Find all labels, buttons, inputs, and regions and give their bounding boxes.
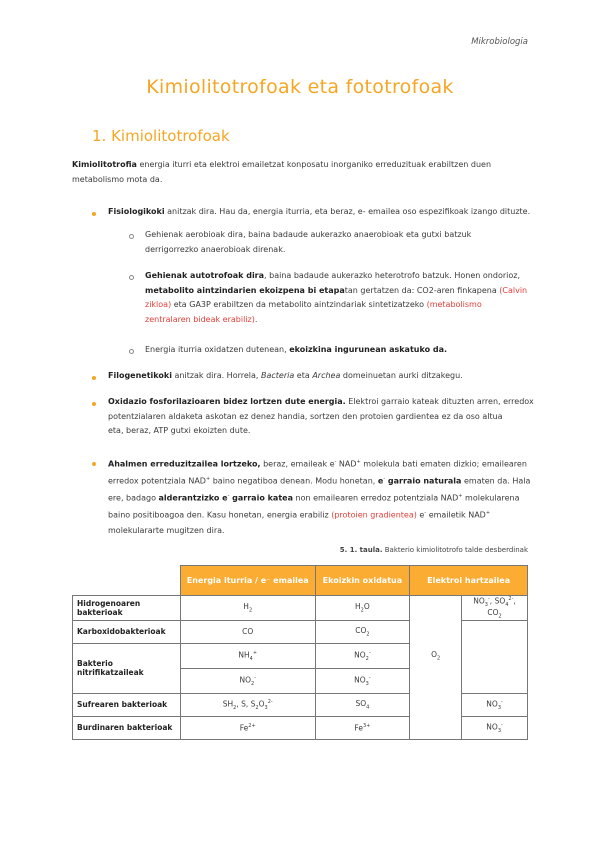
sub-bullet-aerobioak: Gehienak aerobioak dira, baina badaude aukerazko anaerobioak eta gutxi batzuk derrigorrezko anaerobioak direnak.	[145, 230, 472, 254]
bullet-dot-icon	[92, 212, 96, 216]
table-caption: 5. 1. taula. Bakterio kimiolitotrofo talde desberdinak	[339, 546, 528, 554]
table-cell: $SO_4$	[315, 693, 410, 716]
intro-paragraph: Kimiolitotrofia energia iturri eta elektroi emailetzat konposatu inorganiko erreduzituak erabiltzen duen metabolismo mota da.	[72, 160, 492, 184]
bacteria-table	[72, 565, 528, 740]
sub-bullet-icon	[129, 349, 134, 354]
table-cell-empty	[462, 620, 528, 693]
section-title: Kimiolitotrofoak	[111, 127, 230, 145]
table-cell: $SH_2$, S, $S_2O_3^{2-}$	[180, 693, 315, 716]
table-cell: $NO_3^-$	[462, 716, 528, 739]
table-cell: $NO_2^-$	[315, 643, 410, 668]
table-header: Energia iturria / e⁻ emailea	[180, 566, 315, 596]
page-title: Kimiolitotrofoak eta fototrofoak	[146, 76, 454, 98]
table-row-label: Karboxidobakterioak	[73, 620, 181, 643]
table-header: Ekoizkin oxidatua	[315, 566, 410, 596]
table-cell: $Fe^{2+}$	[180, 716, 315, 739]
table-cell-shared-acceptor: $O_2$	[410, 596, 462, 717]
sub-bullet-autotrofoak: Gehienak autotrofoak dira, baina badaude aukerazko heterotrofo batzuk. Honen ondorioz, metabolito aintzindarien ekoizpena bi etapatan gertatzen da: CO2-aren finkapena (Calvin zikloa) eta GA3P erabiltzen da metabolito aintzindariak sintetizatzeko (metabolismo zentralaren bideak erabiliz).	[145, 271, 528, 324]
bullet-ahalmen: Ahalmen erreduzitzailea lortzeko, beraz, emaileak e- NAD+ molekula bati ematen dizkio; emailearen erredox potentziala NAD+ baino negatiboa denean. Modu honetan, e- garraio naturala ematen da. Hala ere, badago alderantzizko e- garraio katea non emailearen erredoz potentziala NAD+ molekularena baino positiboagoa den. Kasu honetan, energia erabiliz (protoien gradientea) e- emailetik NAD+ molekulararte mugitzen dira.	[108, 459, 531, 535]
bullet-dot-icon	[92, 402, 96, 406]
table-cell: $CO_2$	[315, 620, 410, 643]
table-cell: $H_2$	[180, 596, 315, 621]
section-number: 1.	[92, 127, 107, 145]
header-subject: Mikrobiologia	[471, 37, 528, 47]
bullet-fisiologikoki: Fisiologikoki anitzak dira. Hau da, energia iturria, eta beraz, e- emailea oso espezifikoak izango dituzte.	[108, 207, 531, 216]
bullet-filogenetikoki: Filogenetikoki anitzak dira. Horrela, Bacteria eta Archea domeinuetan aurki ditzakegu.	[108, 371, 463, 380]
table-cell: $NO_3^-$	[315, 668, 410, 693]
table-cell: $NH_4^+$	[180, 643, 315, 668]
bullet-dot-icon	[92, 462, 96, 466]
table-cell: CO	[180, 620, 315, 643]
intro-term: Kimiolitotrofia	[72, 160, 137, 169]
table-row-label: Bakterio nitrifikatzaileak	[73, 643, 181, 693]
table-cell: $NO_3^-$	[462, 693, 528, 716]
table-row-label: Sufrearen bakterioak	[73, 693, 181, 716]
sub-bullet-icon	[129, 275, 134, 280]
sub-bullet-icon	[129, 234, 134, 239]
table-row-label: Burdinaren bakterioak	[73, 716, 181, 739]
sub-bullet-energia: Energia iturria oxidatzen dutenean, ekoizkina ingurunean askatuko da.	[145, 345, 448, 354]
section-heading	[92, 127, 230, 145]
table-cell-empty	[410, 716, 462, 739]
table-row-label: Hidrogenoaren bakterioak	[73, 596, 181, 621]
table-corner	[73, 566, 181, 596]
table-cell: $Fe^{3+}$	[315, 716, 410, 739]
bullet-dot-icon	[92, 376, 96, 380]
table-cell: $NO_3^-$, $SO_4^{2-}$, $CO_2$	[462, 596, 528, 621]
bullet-oxidazio: Oxidazio fosforilazioaren bidez lortzen dute energia. Elektroi garraio kateak dituzten arren, erredox potentzialaren aldaketa askotan ez denez handia, sortzen den protoien gardientea ez da oso altua eta, beraz, ATP gutxi ekoizten dute.	[108, 397, 534, 435]
table-cell: $H_2O$	[315, 596, 410, 621]
table-header: Elektroi hartzailea	[410, 566, 528, 596]
table-cell: $NO_2^-$	[180, 668, 315, 693]
